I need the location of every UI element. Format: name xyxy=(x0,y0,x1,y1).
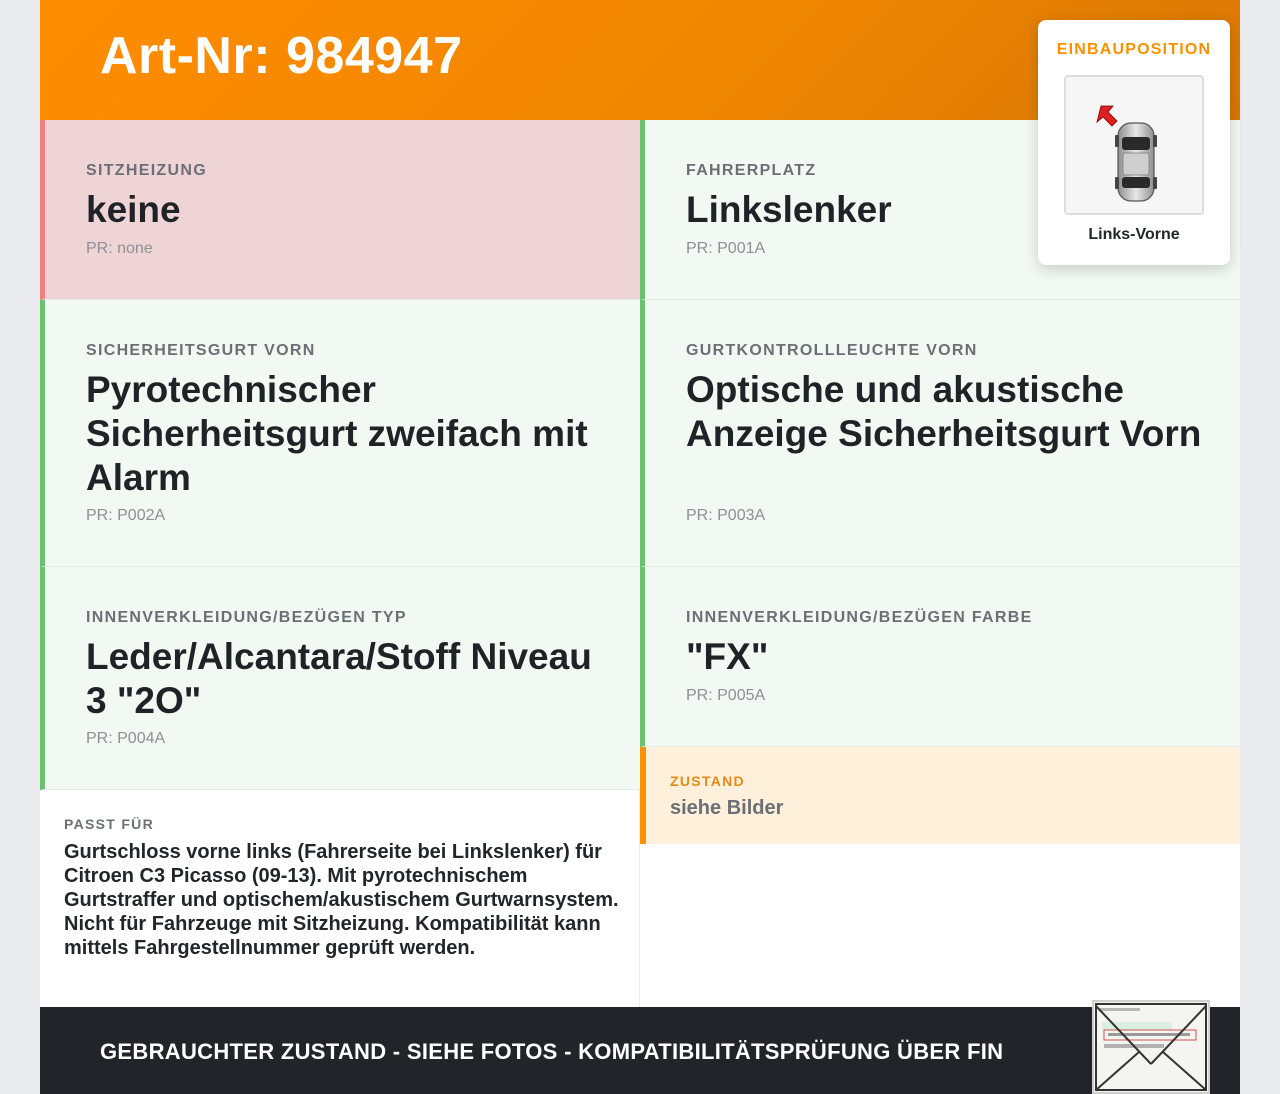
compatibility-section xyxy=(40,790,640,1007)
install-position-label: EINBAUPOSITION xyxy=(1056,41,1212,58)
car-top-view-icon xyxy=(1066,77,1202,213)
spec-pr-code: PR: none xyxy=(86,240,153,257)
spec-card-sicherheitsgurt xyxy=(40,300,640,567)
spec-label: GURTKONTROLLLEUCHTE VORN xyxy=(686,342,978,359)
footer-bar xyxy=(40,1007,1240,1094)
install-position-card xyxy=(1038,20,1230,265)
compatibility-label: PASST FÜR xyxy=(64,816,154,832)
compatibility-text: Gurtschloss vorne links (Fahrerseite bei Linkslenker) für Citroen C3 Picasso (09-13). Mit pyrotechnischem Gurtstraffer und optischem/akustischem Gurtwarnsystem. Nicht für Fahrzeuge mit Sitzheizung. Kompatibilität kann mittels Fahrgestellnummer geprüft werden. xyxy=(64,841,619,959)
spec-pr-code: PR: P002A xyxy=(86,507,166,524)
position-marker-arrow xyxy=(1097,106,1117,126)
spec-pr-code: PR: P004A xyxy=(86,730,166,747)
spec-value: Pyrotechnischer Sicherheitsgurt zweifach mit Alarm xyxy=(86,369,588,498)
install-position-image xyxy=(1064,75,1204,215)
install-position-value: Links-Vorne xyxy=(1088,226,1180,243)
spec-label: SICHERHEITSGURT VORN xyxy=(86,342,316,359)
vin-document-icon xyxy=(1094,1002,1208,1092)
spec-value: Leder/Alcantara/Stoff Niveau 3 "2O" xyxy=(86,636,592,721)
article-number-title: Art-Nr: 984947 xyxy=(100,27,463,85)
spec-card-innenverkleidung-farbe xyxy=(640,567,1240,747)
spec-pr-code: PR: P001A xyxy=(686,240,766,257)
condition-box xyxy=(640,747,1240,844)
condition-label: ZUSTAND xyxy=(670,773,745,789)
spec-value: Linkslenker xyxy=(686,189,892,230)
condition-value: siehe Bilder xyxy=(670,797,784,819)
spec-card-gurtkontrollleuchte xyxy=(640,300,1240,567)
spec-pr-code: PR: P003A xyxy=(686,507,766,524)
spec-card-sitzheizung xyxy=(40,120,640,300)
spec-value: keine xyxy=(86,189,181,230)
spec-label: SITZHEIZUNG xyxy=(86,162,207,179)
spec-label: INNENVERKLEIDUNG/BEZÜGEN FARBE xyxy=(686,609,1033,626)
footer-message: GEBRAUCHTER ZUSTAND - SIEHE FOTOS - KOMPATIBILITÄTSPRÜFUNG ÜBER FIN xyxy=(100,1039,1004,1064)
document-thumbnail[interactable] xyxy=(1092,1000,1210,1094)
spec-value: "FX" xyxy=(686,636,769,677)
spec-label: FAHRERPLATZ xyxy=(686,162,817,179)
spec-card-innenverkleidung-typ xyxy=(40,567,640,790)
spec-value: Optische und akustische Anzeige Sicherheitsgurt Vorn xyxy=(686,369,1202,454)
spec-pr-code: PR: P005A xyxy=(686,687,766,704)
spec-label: INNENVERKLEIDUNG/BEZÜGEN TYP xyxy=(86,609,407,626)
